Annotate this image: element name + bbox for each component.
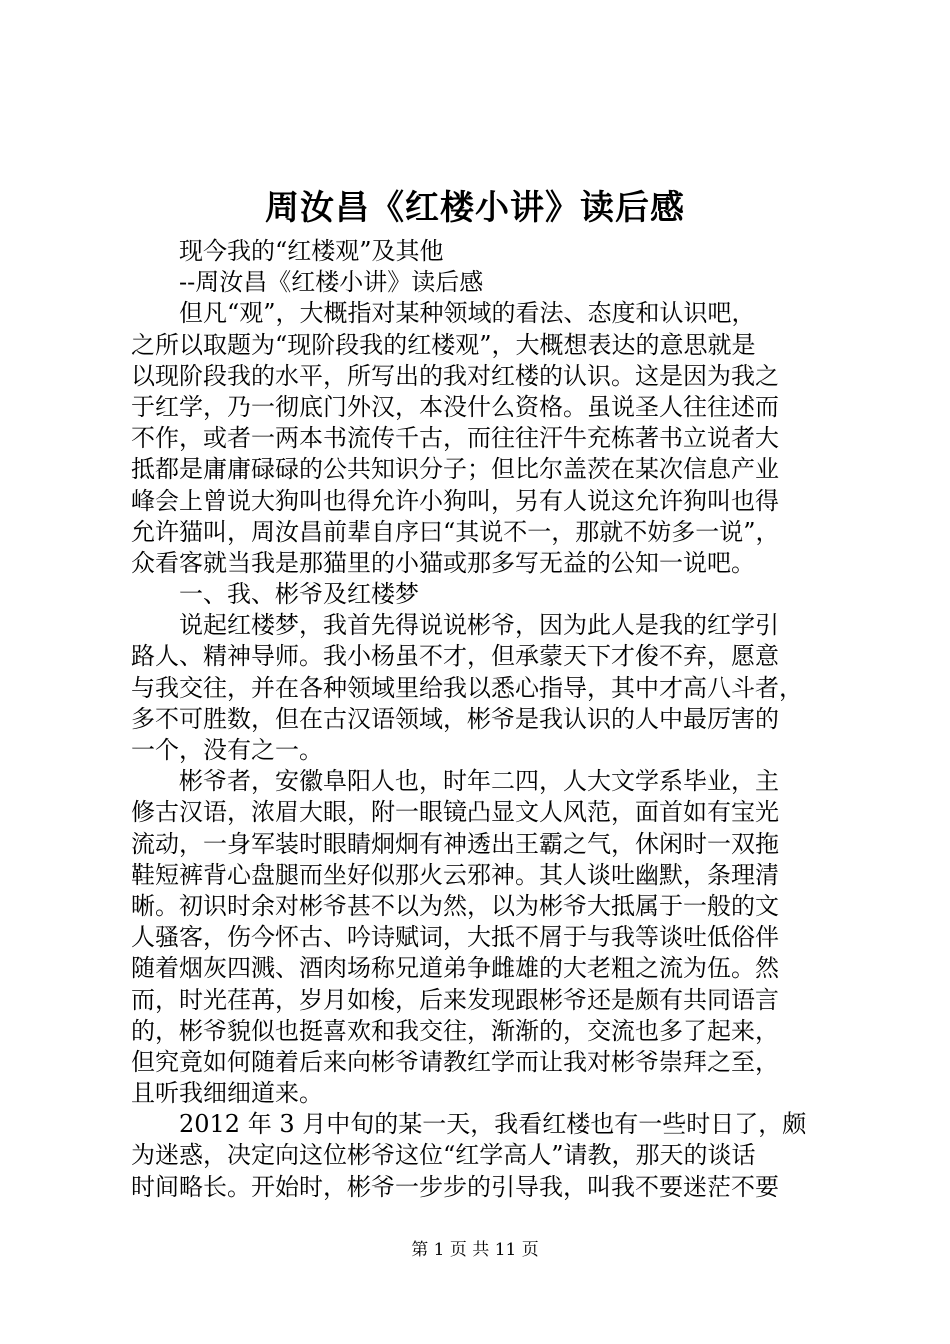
text-line: --周汝昌《红楼小讲》读后感 — [179, 268, 484, 297]
text-line: 与我交往，并在各种领域里给我以悉心指导，其中才高八斗者， — [131, 673, 803, 702]
text-line: 时间略长。开始时，彬爷一步步的引导我，叫我不要迷茫不要 — [131, 1172, 779, 1201]
text-line: 修古汉语，浓眉大眼，附一眼镜凸显文人风范，面首如有宝光 — [131, 798, 779, 827]
text-line: 抵都是庸庸碌碌的公共知识分子；但比尔盖茨在某次信息产业 — [131, 455, 779, 484]
text-line: 多不可胜数，但在古汉语领域，彬爷是我认识的人中最厉害的 — [131, 704, 779, 733]
text-line: 说起红楼梦，我首先得说说彬爷，因为此人是我的红学引 — [179, 611, 779, 640]
text-line: 彬爷者，安徽阜阳人也，时年二四，人大文学系毕业，主 — [179, 767, 779, 796]
text-line: 随着烟灰四溅、酒肉场称兄道弟争雌雄的大老粗之流为伍。然 — [131, 954, 779, 983]
text-line: 为迷惑，决定向这位彬爷这位“红学高人”请教，那天的谈话 — [131, 1141, 756, 1170]
text-line: 于红学，乃一彻底门外汉，本没什么资格。虽说圣人往往述而 — [131, 392, 779, 421]
text-line: 且听我细细道来。 — [131, 1079, 323, 1108]
text-line: 的，彬爷貌似也挺喜欢和我交往，渐渐的，交流也多了起来， — [131, 1016, 779, 1045]
text-line: 2012 年 3 月中旬的某一天，我看红楼也有一些时日了，颇 — [179, 1110, 807, 1139]
text-line: 但凡“观”，大概指对某种领域的看法、态度和认识吧， — [179, 299, 756, 328]
text-line: 之所以取题为“现阶段我的红楼观”，大概想表达的意思就是 — [131, 330, 756, 359]
text-line: 以现阶段我的水平，所写出的我对红楼的认识。这是因为我之 — [131, 361, 779, 390]
text-line: 一个，没有之一。 — [131, 736, 323, 764]
text-line: 一、我、彬爷及红楼梦 — [179, 580, 419, 609]
text-line: 现今我的“红楼观”及其他 — [179, 237, 444, 265]
text-line: 峰会上曾说大狗叫也得允许小狗叫，另有人说这允许狗叫也得 — [131, 486, 779, 515]
text-line: 允许猫叫，周汝昌前辈自序曰“其说不一，那就不妨多一说”， — [131, 517, 780, 546]
text-line: 晰。初识时余对彬爷甚不以为然，以为彬爷大抵属于一般的文 — [131, 891, 779, 920]
text-line: 不作，或者一两本书流传千古，而往往汗牛充栋著书立说者大 — [131, 424, 779, 453]
text-line: 路人、精神导师。我小杨虽不才，但承蒙天下才俊不弃，愿意 — [131, 642, 779, 671]
page-footer: 第 1 页 共 11 页 — [411, 1240, 539, 1260]
document-body — [131, 236, 831, 1203]
text-line: 众看客就当我是那猫里的小猫或那多写无益的公知一说吧。 — [131, 548, 755, 577]
text-line: 鞋短裤背心盘腿而坐好似那火云邪神。其人谈吐幽默，条理清 — [131, 860, 779, 889]
text-line: 人骚客，伤今怀古、吟诗赋词，大抵不屑于与我等谈吐低俗伴 — [131, 923, 779, 952]
text-line: 但究竟如何随着后来向彬爷请教红学而让我对彬爷崇拜之至， — [131, 1047, 779, 1076]
text-line: 流动，一身军装时眼睛炯炯有神透出王霸之气，休闲时一双拖 — [131, 829, 779, 858]
document-title: 周汝昌《红楼小讲》读后感 — [265, 188, 685, 228]
text-line: 而，时光荏苒，岁月如梭，后来发现跟彬爷还是颇有共同语言 — [131, 985, 779, 1014]
